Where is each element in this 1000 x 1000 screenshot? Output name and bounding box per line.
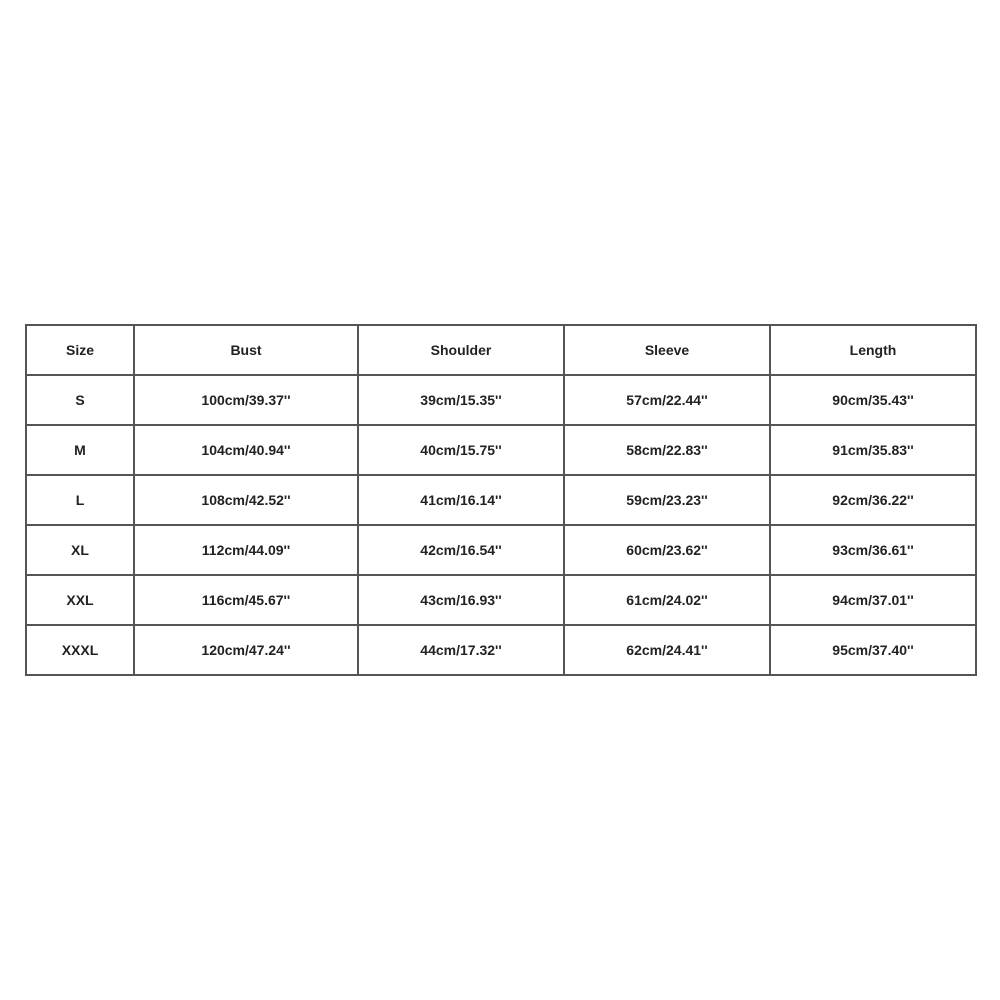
cell-length: 95cm/37.40'' [770,625,976,675]
cell-bust: 116cm/45.67'' [134,575,358,625]
cell-length: 90cm/35.43'' [770,375,976,425]
cell-sleeve: 60cm/23.62'' [564,525,770,575]
header-row [26,325,976,375]
cell-shoulder: 40cm/15.75'' [358,425,564,475]
cell-size: XL [26,525,134,575]
cell-sleeve: 61cm/24.02'' [564,575,770,625]
table-row [26,375,976,425]
cell-sleeve: 57cm/22.44'' [564,375,770,425]
cell-length: 93cm/36.61'' [770,525,976,575]
cell-shoulder: 39cm/15.35'' [358,375,564,425]
cell-sleeve: 62cm/24.41'' [564,625,770,675]
cell-bust: 112cm/44.09'' [134,525,358,575]
cell-size: M [26,425,134,475]
cell-size: XXXL [26,625,134,675]
table-row [26,575,976,625]
header-bust: Bust [134,325,358,375]
cell-bust: 120cm/47.24'' [134,625,358,675]
table-row [26,525,976,575]
header-size: Size [26,325,134,375]
table-row [26,425,976,475]
cell-bust: 100cm/39.37'' [134,375,358,425]
cell-shoulder: 44cm/17.32'' [358,625,564,675]
header-length: Length [770,325,976,375]
cell-size: S [26,375,134,425]
cell-shoulder: 42cm/16.54'' [358,525,564,575]
header-shoulder: Shoulder [358,325,564,375]
cell-sleeve: 59cm/23.23'' [564,475,770,525]
cell-length: 91cm/35.83'' [770,425,976,475]
cell-length: 94cm/37.01'' [770,575,976,625]
cell-bust: 108cm/42.52'' [134,475,358,525]
cell-size: L [26,475,134,525]
cell-sleeve: 58cm/22.83'' [564,425,770,475]
cell-length: 92cm/36.22'' [770,475,976,525]
size-chart-body [26,375,976,675]
table-row [26,475,976,525]
cell-shoulder: 43cm/16.93'' [358,575,564,625]
cell-bust: 104cm/40.94'' [134,425,358,475]
cell-shoulder: 41cm/16.14'' [358,475,564,525]
table-row [26,625,976,675]
size-chart-header [26,325,976,375]
size-chart-table [25,324,977,676]
header-sleeve: Sleeve [564,325,770,375]
cell-size: XXL [26,575,134,625]
